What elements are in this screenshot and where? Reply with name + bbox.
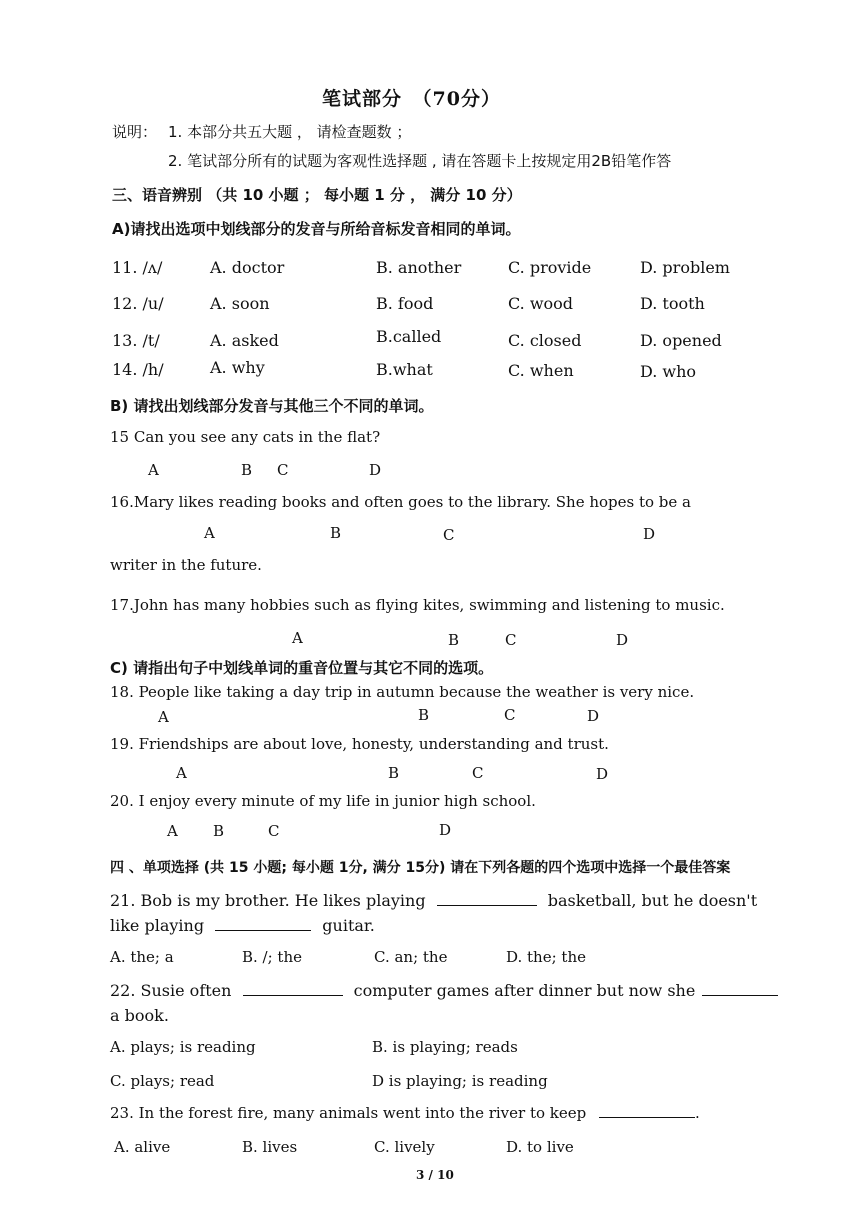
q21-blank-2 [215, 918, 311, 931]
q21-option-d: D. the; the [506, 948, 586, 966]
q18-text: 18. People like taking a day trip in autumn because the weather is very nice. [110, 683, 695, 701]
q13-option-d: D. opened [640, 331, 722, 350]
q12-option-c: C. wood [508, 294, 574, 313]
q19-label-c: C [472, 764, 484, 782]
q23-option-d: D. to live [506, 1138, 574, 1156]
q22-blank-2 [702, 983, 778, 996]
q21-line1-start: 21. Bob is my brother. He likes playing [110, 891, 426, 910]
q11-number: 11. /ʌ/ [112, 258, 163, 277]
q20-label-c: C [268, 822, 280, 840]
q23-line1 [110, 1104, 700, 1122]
q19-label-d: D [596, 765, 609, 783]
q21-line2-end: guitar. [322, 916, 375, 935]
q16-label-d: D [643, 525, 656, 543]
q14-option-a: A. why [210, 358, 265, 377]
section-3-part-c: C) 请指出句子中划线单词的重音位置与其它不同的选项。 [110, 659, 494, 677]
q13-option-b: B.called [376, 327, 442, 346]
q21-option-c: C. an; the [374, 948, 448, 966]
q21-line2 [110, 916, 375, 935]
q13-number: 13. /t/ [112, 331, 160, 350]
q15-label-c: C [277, 461, 289, 479]
q17-label-d: D [616, 631, 629, 649]
q17-label-c: C [505, 631, 517, 649]
q11-option-c: C. provide [508, 258, 592, 277]
q22-line1 [110, 981, 778, 1000]
q14-number: 14. /h/ [112, 360, 164, 379]
q12-option-a: A. soon [210, 294, 270, 313]
q22-line2: a book. [110, 1006, 169, 1025]
q14-option-b: B.what [376, 360, 433, 379]
q23-blank [599, 1105, 695, 1118]
q18-label-c: C [504, 706, 516, 724]
section-3-heading: 三、语音辨别 （共 10 小题 ； 每小题 1 分 ， 满分 10 分） [112, 186, 522, 204]
q16-label-b: B [330, 524, 342, 542]
q19-label-b: B [388, 764, 400, 782]
note-2: 2. 笔试部分所有的试题为客观性选择题 , 请在答题卡上按规定用2B铅笔作答 [168, 152, 672, 170]
section-4-heading: 四 、单项选择 (共 15 小题; 每小题 1分, 满分 15分) 请在下列各题的四个选项中选择一个最佳答案 [110, 860, 731, 876]
q22-line1-mid: computer games after dinner but now she [353, 981, 696, 1000]
q21-line2-start: like playing [110, 916, 205, 935]
q23-option-b: B. lives [242, 1138, 298, 1156]
q23-option-c: C. lively [374, 1138, 435, 1156]
notes-label: 说明： [112, 123, 158, 141]
q18-label-b: B [418, 706, 430, 724]
q21-blank-1 [437, 893, 537, 906]
q15-label-d: D [369, 461, 382, 479]
q21-option-a: A. the; a [110, 948, 174, 966]
q23-line1-end: . [695, 1104, 700, 1122]
q19-text: 19. Friendships are about love, honesty, understanding and trust. [110, 735, 609, 753]
q17-label-b: B [448, 631, 460, 649]
q22-option-d: D is playing; is reading [372, 1072, 548, 1090]
q16-text-line2: writer in the future. [110, 556, 262, 574]
q21-line1 [110, 891, 757, 910]
q12-option-b: B. food [376, 294, 434, 313]
q12-number: 12. /u/ [112, 294, 164, 313]
q23-option-a: A. alive [114, 1138, 171, 1156]
q15-label-a: A [148, 461, 159, 479]
section-3-part-a: A)请找出选项中划线部分的发音与所给音标发音相同的单词。 [112, 220, 521, 238]
section-3-part-b: B) 请找出划线部分发音与其他三个不同的单词。 [110, 397, 434, 415]
q21-line1-end: basketball, but he doesn't [547, 891, 758, 910]
q20-text: 20. I enjoy every minute of my life in junior high school. [110, 792, 536, 810]
q22-blank-1 [243, 983, 343, 996]
q11-option-a: A. doctor [210, 258, 285, 277]
q18-label-a: A [158, 708, 169, 726]
q20-label-b: B [213, 822, 225, 840]
q23-line1-start: 23. In the forest fire, many animals went into the river to keep [110, 1104, 587, 1122]
q19-label-a: A [176, 764, 187, 782]
q22-option-a: A. plays; is reading [110, 1038, 256, 1056]
q16-label-c: C [443, 526, 455, 544]
q22-option-b: B. is playing; reads [372, 1038, 518, 1056]
q21-option-b: B. /; the [242, 948, 302, 966]
q18-label-d: D [587, 707, 600, 725]
q14-option-d: D. who [640, 362, 697, 381]
q13-option-a: A. asked [210, 331, 279, 350]
page-number: 3 / 10 [416, 1168, 454, 1182]
q17-label-a: A [292, 629, 303, 647]
q16-text: 16.Mary likes reading books and often goes to the library. She hopes to be a [110, 493, 691, 511]
q22-line1-start: 22. Susie often [110, 981, 232, 1000]
q16-label-a: A [204, 524, 215, 542]
q15-text: 15 Can you see any cats in the flat? [110, 428, 381, 446]
note-1: 1. 本部分共五大题 ， 请检查题数 ； [168, 123, 412, 141]
q17-text: 17.John has many hobbies such as flying kites, swimming and listening to music. [110, 596, 725, 614]
q14-option-c: C. when [508, 361, 574, 380]
q15-label-b: B [241, 461, 253, 479]
q12-option-d: D. tooth [640, 294, 705, 313]
q11-option-d: D. problem [640, 258, 730, 277]
page-title: 笔试部分 （70分） [322, 88, 501, 110]
q22-option-c: C. plays; read [110, 1072, 215, 1090]
q13-option-c: C. closed [508, 331, 582, 350]
q20-label-d: D [439, 821, 452, 839]
q11-option-b: B. another [376, 258, 462, 277]
q20-label-a: A [167, 822, 178, 840]
